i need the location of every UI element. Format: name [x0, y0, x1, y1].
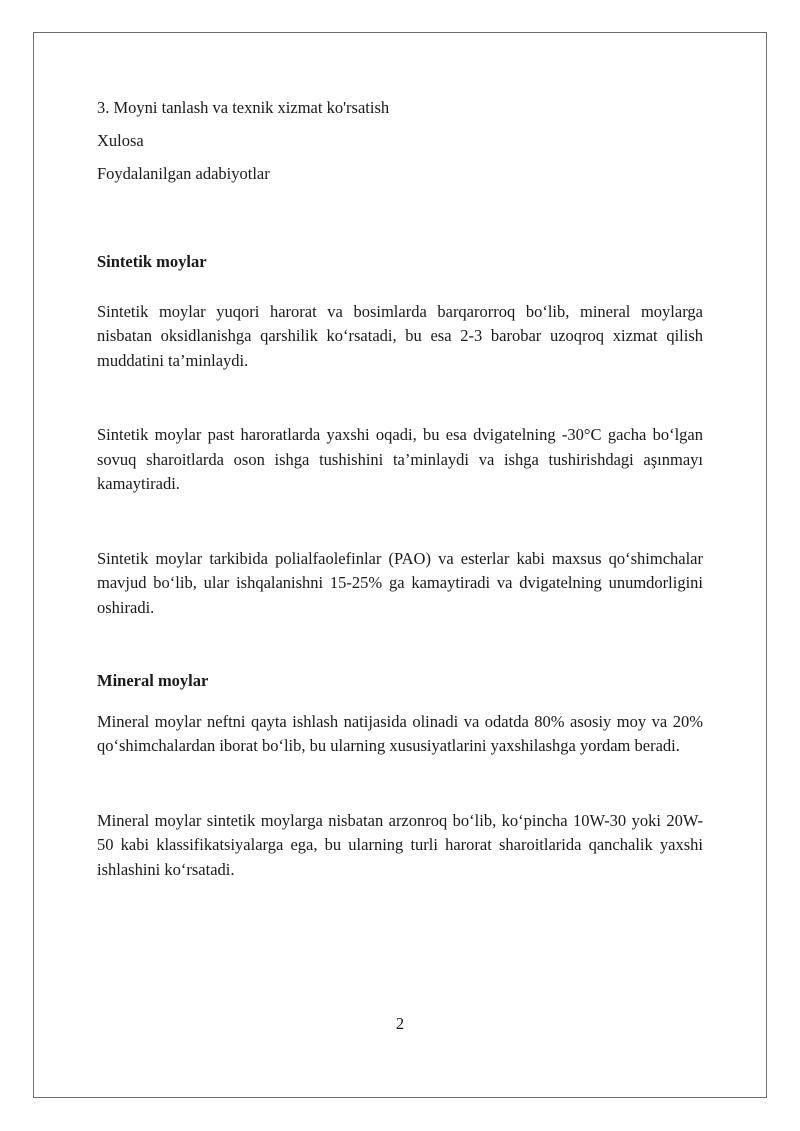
toc-item: Foydalanilgan adabiyotlar — [97, 164, 270, 183]
paragraph: Mineral moylar sintetik moylarga nisbatan arzonroq bo‘lib, ko‘pincha 10W-30 yoki 20W-50 kabi klassifikatsiyalarga ega, bu ularning turli harorat sharoitlarida qanchalik yaxshi ishlashini ko‘rsatadi. — [97, 810, 703, 879]
toc-item: Xulosa — [97, 131, 144, 150]
section-heading-synthetic: Sintetik moylar — [97, 252, 207, 271]
paragraph: Sintetik moylar tarkibida polialfaolefinlar (PAO) va esterlar kabi maxsus qo‘shimchalar mavjud bo‘lib, ular ishqalanishni 15-25% ga kamaytiradi va dvigatelning unumdorligini oshiradi. — [97, 548, 703, 617]
toc-item: 3. Moyni tanlash va texnik xizmat ko'rsatish — [97, 98, 390, 117]
page-content — [97, 96, 703, 882]
paragraph: Sintetik moylar past haroratlarda yaxshi oqadi, bu esa dvigatelning -30°C gacha bo‘lgan sovuq sharoitlarda oson ishga tushishini ta’minlaydi va ishga tushirishdagi aşınmayı kamaytiradi. — [97, 425, 703, 493]
paragraph: Mineral moylar neftni qayta ishlash natijasida olinadi va odatda 80% asosiy moy va 20% qo‘shimchalardan iborat bo‘lib, bu ularning xususiyatlarini yaxshilashga yordam beradi. — [97, 711, 703, 755]
paragraph: Sintetik moylar yuqori harorat va bosimlarda barqarorroq bo‘lib, mineral moylarga nisbatan oksidlanishga qarshilik ko‘rsatadi, bu esa 2-3 barobar uzoqroq xizmat qilish muddatini ta’minlaydi. — [97, 301, 703, 370]
section-heading-mineral: Mineral moylar — [97, 671, 209, 690]
page-number: 2 — [395, 1014, 405, 1033]
